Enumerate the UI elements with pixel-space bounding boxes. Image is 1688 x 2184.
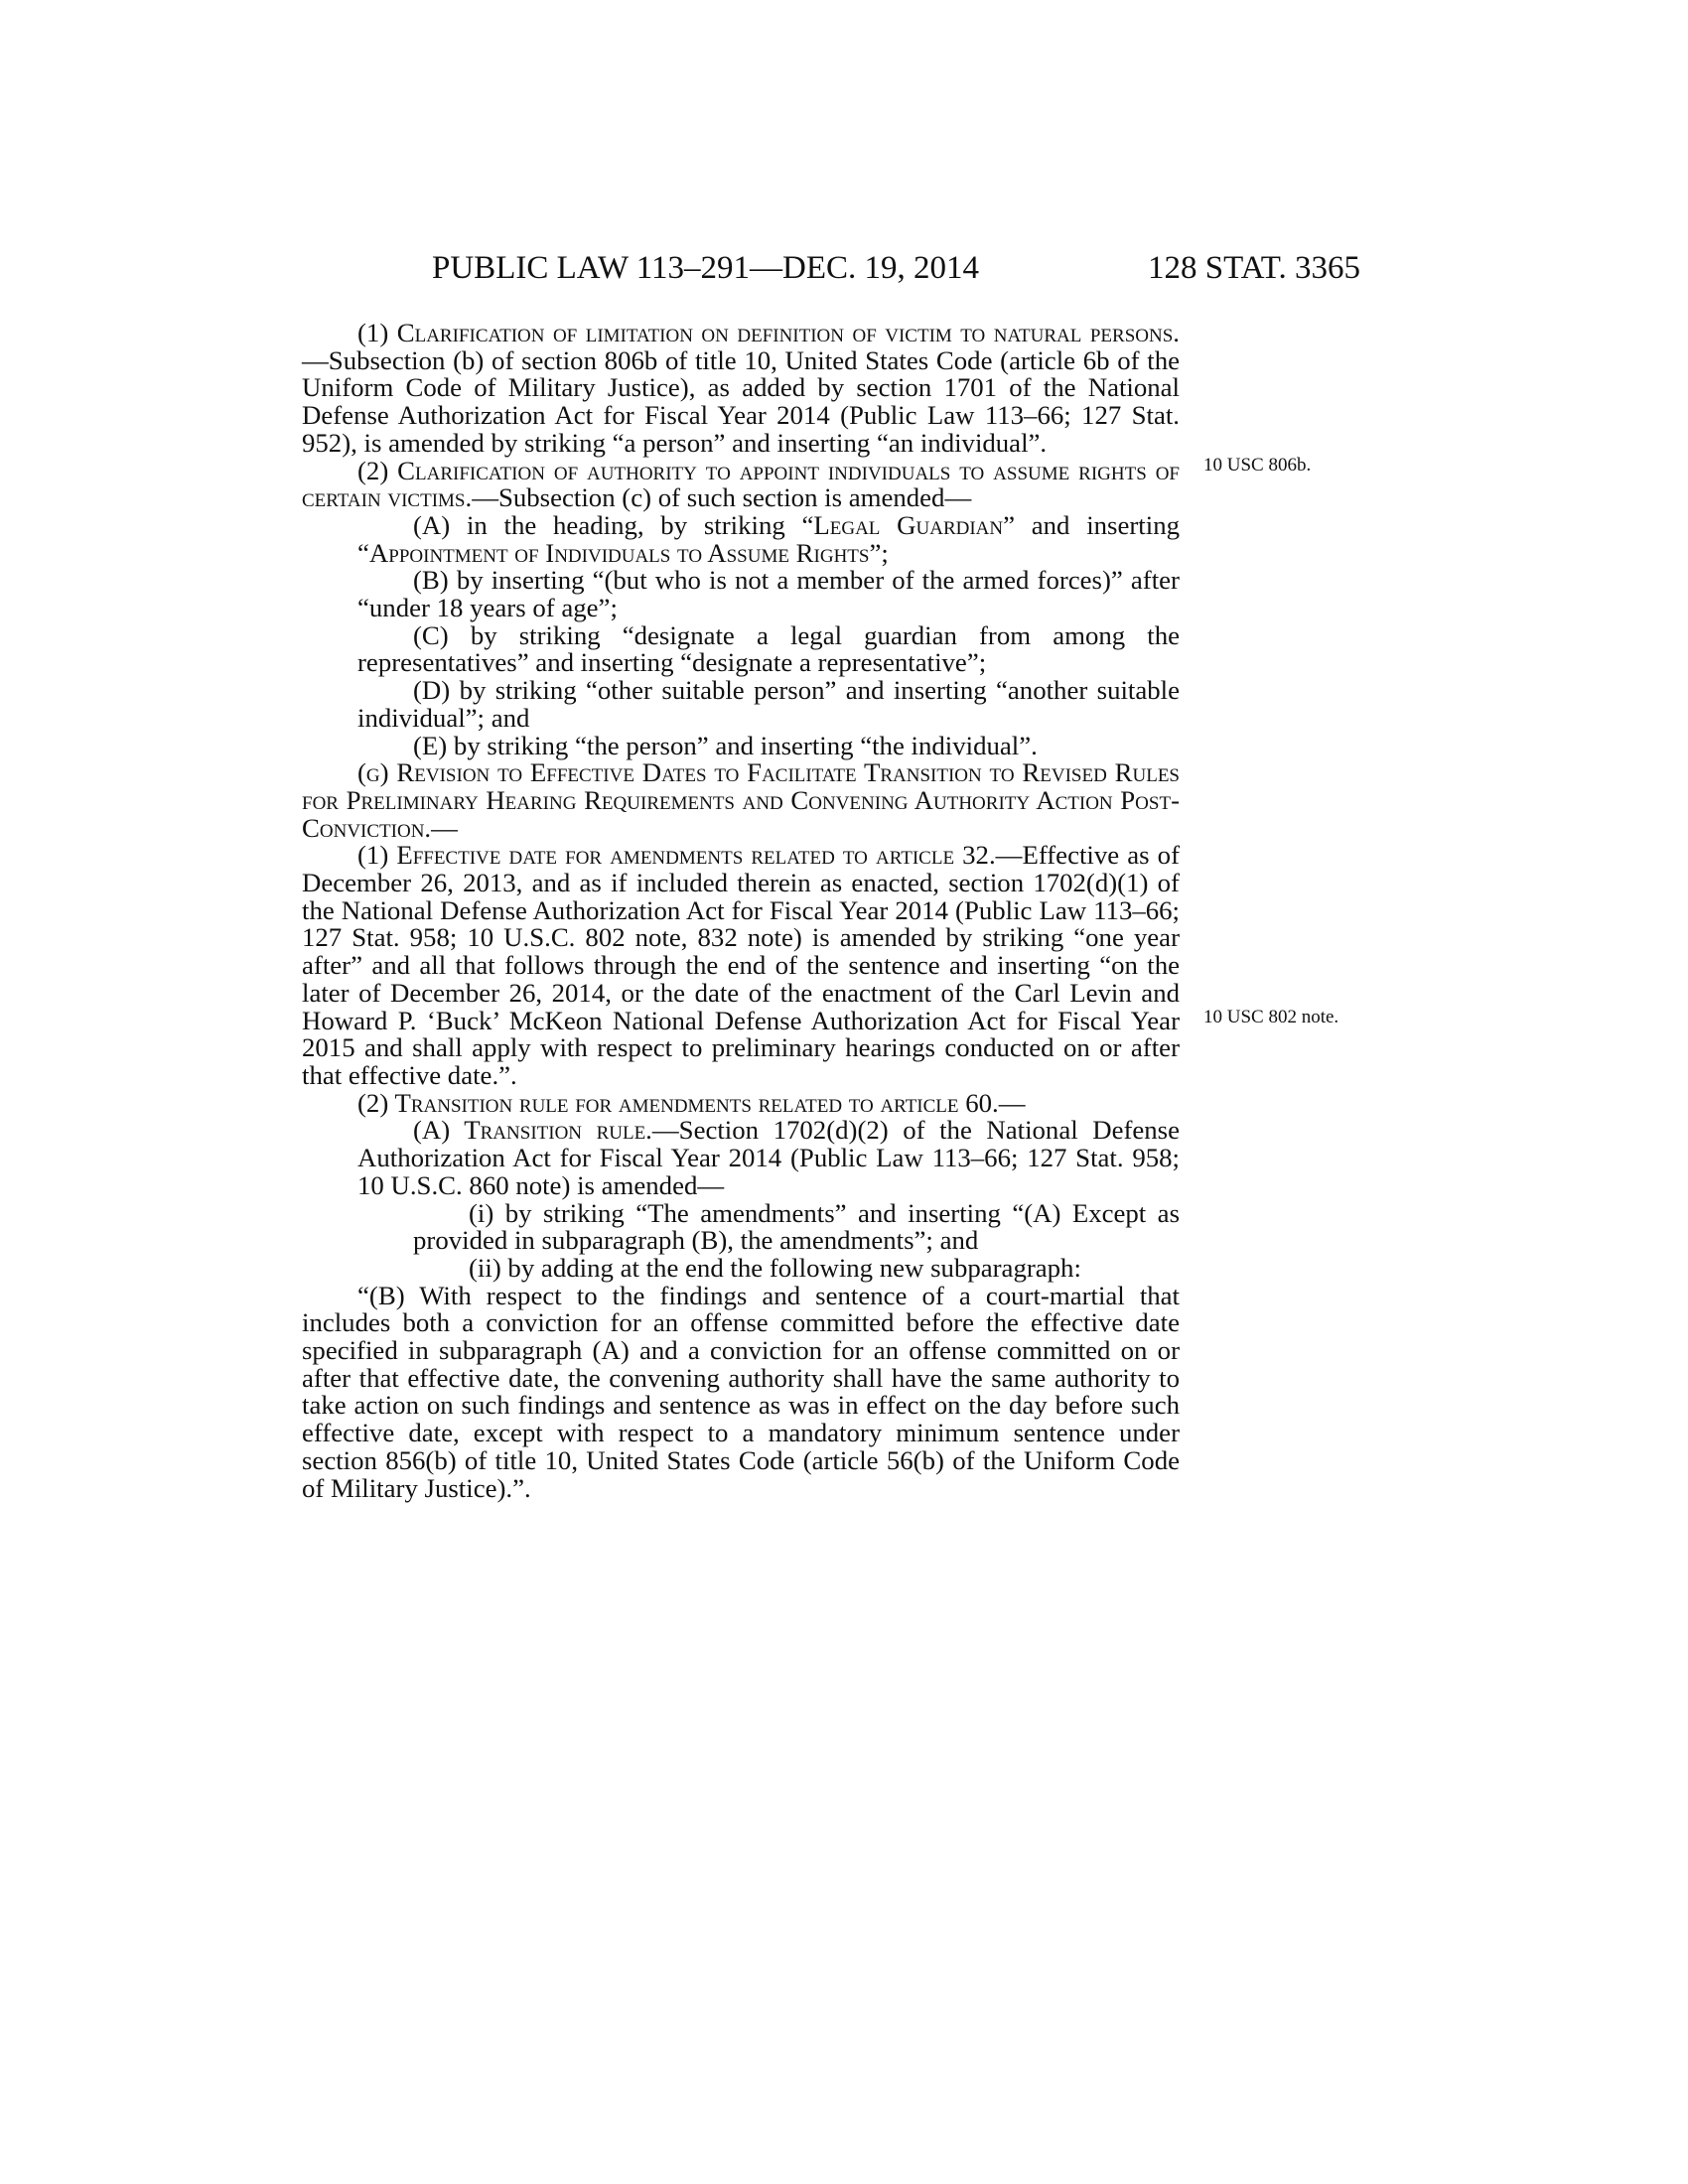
paragraph-heading: (2) Transition rule for amendments related to article 60. [357,1087,999,1118]
margin-note-usc-802: 10 USC 802 note. [1203,1007,1339,1027]
paragraph-2-appoint-individuals [302,455,1180,513]
subparagraph-b: (B) by inserting “(but who is not a member of the armed forces)” after “under 18 years of age”; [357,565,1180,623]
clause-ii: (ii) by adding at the end the following new subparagraph: [469,1252,1081,1283]
page-stat-number: 128 STAT. 3365 [1148,250,1361,286]
subparagraph-heading: (A) Transition rule. [413,1115,652,1146]
paragraph-heading: (1) Clarification of limitation on definition of victim to natural persons. [357,318,1180,347]
paragraph-text: —Effective as of December 26, 2013, and as if included therein as enacted, section 1702(d)(1) of the National Defense Authorization Act for Fiscal Year 2014 (Public Law 113–66; 127 Stat. 958; 10 U.S.C. 802 note, 832 note) is amended by striking “one year after” and all that follows through the end of the sentence and inserting “on the later of December 26, 2014, or the date of the enactment of the Carl Levin and Howard P. ‘Buck’ McKeon National Defense Authorization Act for Fiscal Year 2015 and shall apply with respect to preliminary hearings conducted on or after that effective date.”. [302,840,1181,1090]
paragraph-g1-article-32 [302,842,1180,1089]
subparagraph-c: (C) by striking “designate a legal guardian from among the representatives” and inserting “designate a representative”; [357,619,1180,678]
running-header-title: PUBLIC LAW 113–291—DEC. 19, 2014 [432,250,980,286]
subsection-g: (g) Revision to Effective Dates to Facilitate Transition to Revised Rules for Preliminary Hearing Requirements and Convening Authority Action Post-Conviction.— [302,757,1180,843]
subparagraph-transition-rule [302,1117,1180,1199]
margin-note-usc-806b: 10 USC 806b. [1203,455,1312,476]
paragraph-heading: (2) Clarification of authority to appoint individuals to assume rights of certain victims. [302,455,1180,513]
subparagraph-a-heading: (A) in the heading, by striking “Legal Guardian” and inserting “Appointment of Individuals to Assume Rights”; [357,509,1180,568]
paragraph-heading: (1) Effective date for amendments related to article 32. [357,840,996,871]
paragraph-1-victim-definition [302,320,1180,458]
paragraph-g2-article-60: (2) Transition rule for amendments related to article 60.— [357,1087,1026,1118]
paragraph-text: —Subsection (b) of section 806b of title 10, United States Code (article 6b of the Uniform Code of Military Justice), as added by section 1701 of the National Defense Authorization Act for Fiscal Year 2014 (Public Law 113–66; 127 Stat. 952), is amended by striking “a person” and inserting “an individual”. [302,344,1180,458]
subparagraph-e: (E) by striking “the person” and inserting “the individual”. [413,730,1038,760]
clause-i: (i) by striking “The amendments” and inserting “(A) Except as provided in subparagraph (B), the amendments”; and [413,1197,1180,1256]
statute-body [302,320,1180,1502]
subparagraph-d: (D) by striking “other suitable person” and inserting “another suitable individual”; and [357,675,1180,733]
subparagraph-text: —Section 1702(d)(2) of the National Defense Authorization Act for Fiscal Year 2014 (Public Law 113–66; 127 Stat. 958; 10 U.S.C. 860 note) is amended— [357,1115,1180,1200]
inserted-heading: Appointment of Individuals to Assume Rights [368,537,870,568]
struck-heading: Legal Guardian [813,509,1004,540]
subsection-heading: (g) Revision to Effective Dates to Facilitate Transition to Revised Rules for Preliminary Hearing Requirements and Convening Authority Action Post-Conviction. [302,757,1180,843]
quoted-subparagraph-b: “(B) With respect to the findings and sentence of a court-martial that includes both a conviction for an offense committed before the effective date specified in subparagraph (A) and a conviction for an offense committed on or after that effective date, the convening authority shall have the same authority to take action on such findings and sentence as was in effect on the day before such effective date, except with respect to a mandatory minimum sentence under section 856(b) of title 10, United States Code (article 56(b) of the Uniform Code of Military Justice).”. [302,1280,1180,1503]
paragraph-text: —Subsection (c) of such section is amended— [472,482,972,513]
